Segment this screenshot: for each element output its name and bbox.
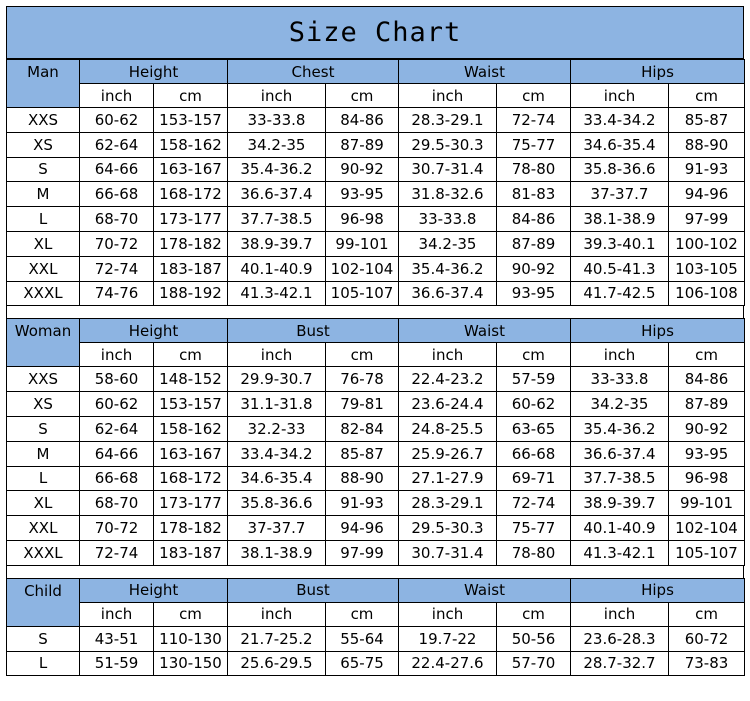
unit-header: cm: [326, 343, 399, 367]
size-value: 31.8-32.6: [399, 182, 497, 207]
size-label: L: [7, 207, 80, 232]
unit-header: inch: [80, 343, 154, 367]
size-value: 72-74: [497, 108, 571, 133]
size-value: 76-78: [326, 367, 399, 392]
size-value: 23.6-28.3: [571, 626, 669, 651]
size-value: 81-83: [497, 182, 571, 207]
size-value: 72-74: [80, 256, 154, 281]
size-table-man: [6, 59, 745, 306]
group-header: Bust: [228, 319, 399, 343]
size-value: 97-99: [669, 207, 745, 232]
size-label: XXXL: [7, 281, 80, 306]
size-value: 35.8-36.6: [571, 157, 669, 182]
unit-row: [7, 84, 745, 108]
size-value: 93-95: [669, 441, 745, 466]
size-value: 34.2-35: [228, 132, 326, 157]
unit-header: cm: [326, 602, 399, 626]
unit-header: cm: [326, 84, 399, 108]
table-row: [7, 256, 745, 281]
size-value: 93-95: [497, 281, 571, 306]
size-value: 75-77: [497, 132, 571, 157]
size-value: 60-62: [80, 108, 154, 133]
group-header: Waist: [399, 578, 571, 602]
size-value: 96-98: [669, 466, 745, 491]
size-value: 62-64: [80, 132, 154, 157]
group-header-row: [7, 578, 745, 602]
unit-header: cm: [154, 343, 228, 367]
size-value: 33.4-34.2: [228, 441, 326, 466]
size-value: 68-70: [80, 491, 154, 516]
size-value: 33-33.8: [399, 207, 497, 232]
size-value: 158-162: [154, 132, 228, 157]
group-header: Waist: [399, 60, 571, 84]
unit-header: cm: [497, 602, 571, 626]
table-row: [7, 281, 745, 306]
size-value: 37.7-38.5: [571, 466, 669, 491]
size-label: L: [7, 466, 80, 491]
table-row: [7, 231, 745, 256]
size-value: 88-90: [669, 132, 745, 157]
size-label: S: [7, 416, 80, 441]
size-value: 188-192: [154, 281, 228, 306]
size-value: 82-84: [326, 416, 399, 441]
size-value: 84-86: [326, 108, 399, 133]
size-value: 41.3-42.1: [228, 281, 326, 306]
size-value: 183-187: [154, 540, 228, 565]
size-value: 58-60: [80, 367, 154, 392]
size-value: 35.4-36.2: [399, 256, 497, 281]
table-row: [7, 367, 745, 392]
size-value: 84-86: [669, 367, 745, 392]
size-value: 35.8-36.6: [228, 491, 326, 516]
table-row: [7, 516, 745, 541]
unit-header: cm: [669, 84, 745, 108]
size-value: 91-93: [669, 157, 745, 182]
size-value: 55-64: [326, 626, 399, 651]
size-value: 21.7-25.2: [228, 626, 326, 651]
size-value: 25.6-29.5: [228, 651, 326, 676]
table-row: [7, 132, 745, 157]
size-value: 90-92: [669, 416, 745, 441]
size-value: 85-87: [326, 441, 399, 466]
size-value: 69-71: [497, 466, 571, 491]
size-value: 23.6-24.4: [399, 392, 497, 417]
size-label: XL: [7, 491, 80, 516]
size-value: 102-104: [669, 516, 745, 541]
size-value: 64-66: [80, 441, 154, 466]
size-value: 43-51: [80, 626, 154, 651]
size-label: XXS: [7, 367, 80, 392]
unit-header: cm: [154, 84, 228, 108]
size-value: 103-105: [669, 256, 745, 281]
size-value: 60-62: [497, 392, 571, 417]
size-value: 41.7-42.5: [571, 281, 669, 306]
unit-row: [7, 343, 745, 367]
size-value: 105-107: [669, 540, 745, 565]
unit-header: inch: [399, 343, 497, 367]
size-label: XXS: [7, 108, 80, 133]
size-value: 30.7-31.4: [399, 157, 497, 182]
section-spacer: [6, 306, 744, 318]
size-value: 130-150: [154, 651, 228, 676]
size-value: 62-64: [80, 416, 154, 441]
size-value: 34.6-35.4: [571, 132, 669, 157]
size-value: 25.9-26.7: [399, 441, 497, 466]
size-value: 70-72: [80, 516, 154, 541]
table-row: [7, 108, 745, 133]
size-value: 91-93: [326, 491, 399, 516]
table-row: [7, 540, 745, 565]
table-row: [7, 626, 745, 651]
unit-header: inch: [80, 84, 154, 108]
table-row: [7, 466, 745, 491]
unit-header: inch: [228, 343, 326, 367]
size-value: 173-177: [154, 491, 228, 516]
unit-header: inch: [399, 602, 497, 626]
size-label: S: [7, 157, 80, 182]
size-value: 110-130: [154, 626, 228, 651]
size-value: 33-33.8: [571, 367, 669, 392]
size-label: XXXL: [7, 540, 80, 565]
unit-header: inch: [228, 84, 326, 108]
size-value: 40.1-40.9: [571, 516, 669, 541]
size-value: 163-167: [154, 157, 228, 182]
size-value: 40.1-40.9: [228, 256, 326, 281]
size-value: 78-80: [497, 157, 571, 182]
size-value: 38.9-39.7: [571, 491, 669, 516]
size-table-child: [6, 578, 745, 677]
group-header-row: [7, 319, 745, 343]
size-value: 66-68: [497, 441, 571, 466]
size-label: XS: [7, 392, 80, 417]
size-value: 90-92: [326, 157, 399, 182]
size-value: 72-74: [497, 491, 571, 516]
size-value: 64-66: [80, 157, 154, 182]
size-value: 38.1-38.9: [228, 540, 326, 565]
size-value: 40.5-41.3: [571, 256, 669, 281]
size-table-woman: [6, 318, 745, 565]
group-header: Height: [80, 578, 228, 602]
size-value: 153-157: [154, 108, 228, 133]
size-value: 29.5-30.3: [399, 132, 497, 157]
size-value: 168-172: [154, 182, 228, 207]
table-row: [7, 207, 745, 232]
size-value: 87-89: [669, 392, 745, 417]
page-title: Size Chart: [6, 6, 744, 59]
size-chart: [6, 6, 744, 676]
size-value: 33.4-34.2: [571, 108, 669, 133]
size-value: 51-59: [80, 651, 154, 676]
size-value: 99-101: [669, 491, 745, 516]
unit-header: cm: [669, 602, 745, 626]
size-value: 28.7-32.7: [571, 651, 669, 676]
size-value: 57-59: [497, 367, 571, 392]
size-label: XXL: [7, 516, 80, 541]
size-value: 37-37.7: [228, 516, 326, 541]
group-header: Chest: [228, 60, 399, 84]
size-value: 66-68: [80, 182, 154, 207]
table-row: [7, 491, 745, 516]
unit-header: inch: [80, 602, 154, 626]
size-label: XS: [7, 132, 80, 157]
unit-header: cm: [497, 343, 571, 367]
section-label: Woman: [7, 319, 80, 367]
group-header: Height: [80, 60, 228, 84]
size-value: 35.4-36.2: [228, 157, 326, 182]
unit-header: cm: [669, 343, 745, 367]
size-label: XL: [7, 231, 80, 256]
size-value: 73-83: [669, 651, 745, 676]
size-value: 32.2-33: [228, 416, 326, 441]
size-label: M: [7, 441, 80, 466]
size-value: 22.4-23.2: [399, 367, 497, 392]
size-value: 31.1-31.8: [228, 392, 326, 417]
size-value: 38.1-38.9: [571, 207, 669, 232]
unit-header: cm: [497, 84, 571, 108]
unit-header: cm: [154, 602, 228, 626]
size-value: 36.6-37.4: [399, 281, 497, 306]
size-value: 153-157: [154, 392, 228, 417]
size-value: 87-89: [326, 132, 399, 157]
size-value: 41.3-42.1: [571, 540, 669, 565]
size-value: 65-75: [326, 651, 399, 676]
table-row: [7, 416, 745, 441]
unit-header: inch: [571, 84, 669, 108]
size-value: 29.9-30.7: [228, 367, 326, 392]
size-value: 74-76: [80, 281, 154, 306]
size-value: 168-172: [154, 466, 228, 491]
size-value: 33-33.8: [228, 108, 326, 133]
group-header: Hips: [571, 319, 745, 343]
size-value: 37.7-38.5: [228, 207, 326, 232]
size-value: 27.1-27.9: [399, 466, 497, 491]
size-value: 78-80: [497, 540, 571, 565]
size-value: 35.4-36.2: [571, 416, 669, 441]
group-header: Waist: [399, 319, 571, 343]
table-row: [7, 392, 745, 417]
section-label: Man: [7, 60, 80, 108]
size-value: 63-65: [497, 416, 571, 441]
size-value: 96-98: [326, 207, 399, 232]
size-value: 94-96: [326, 516, 399, 541]
group-header: Hips: [571, 60, 745, 84]
size-value: 75-77: [497, 516, 571, 541]
size-value: 57-70: [497, 651, 571, 676]
size-value: 34.2-35: [571, 392, 669, 417]
section-spacer: [6, 566, 744, 578]
size-value: 50-56: [497, 626, 571, 651]
size-value: 85-87: [669, 108, 745, 133]
size-label: L: [7, 651, 80, 676]
size-value: 178-182: [154, 516, 228, 541]
size-value: 88-90: [326, 466, 399, 491]
size-value: 94-96: [669, 182, 745, 207]
size-value: 28.3-29.1: [399, 491, 497, 516]
size-value: 87-89: [497, 231, 571, 256]
size-value: 29.5-30.3: [399, 516, 497, 541]
size-value: 79-81: [326, 392, 399, 417]
size-value: 66-68: [80, 466, 154, 491]
table-row: [7, 182, 745, 207]
size-value: 163-167: [154, 441, 228, 466]
size-tables: [6, 59, 744, 676]
size-value: 99-101: [326, 231, 399, 256]
size-label: XXL: [7, 256, 80, 281]
size-value: 100-102: [669, 231, 745, 256]
size-value: 102-104: [326, 256, 399, 281]
size-value: 19.7-22: [399, 626, 497, 651]
size-value: 28.3-29.1: [399, 108, 497, 133]
size-value: 39.3-40.1: [571, 231, 669, 256]
unit-header: inch: [571, 343, 669, 367]
size-value: 93-95: [326, 182, 399, 207]
unit-header: inch: [399, 84, 497, 108]
section-label: Child: [7, 578, 80, 626]
size-value: 90-92: [497, 256, 571, 281]
table-row: [7, 157, 745, 182]
size-value: 34.2-35: [399, 231, 497, 256]
size-value: 37-37.7: [571, 182, 669, 207]
size-value: 22.4-27.6: [399, 651, 497, 676]
size-value: 158-162: [154, 416, 228, 441]
size-label: S: [7, 626, 80, 651]
size-value: 173-177: [154, 207, 228, 232]
size-value: 36.6-37.4: [228, 182, 326, 207]
group-header-row: [7, 60, 745, 84]
size-value: 24.8-25.5: [399, 416, 497, 441]
size-value: 106-108: [669, 281, 745, 306]
unit-row: [7, 602, 745, 626]
table-row: [7, 651, 745, 676]
size-value: 34.6-35.4: [228, 466, 326, 491]
size-value: 30.7-31.4: [399, 540, 497, 565]
size-value: 84-86: [497, 207, 571, 232]
size-value: 68-70: [80, 207, 154, 232]
group-header: Hips: [571, 578, 745, 602]
size-value: 148-152: [154, 367, 228, 392]
group-header: Bust: [228, 578, 399, 602]
unit-header: inch: [228, 602, 326, 626]
size-value: 36.6-37.4: [571, 441, 669, 466]
size-value: 97-99: [326, 540, 399, 565]
size-value: 183-187: [154, 256, 228, 281]
size-value: 60-62: [80, 392, 154, 417]
unit-header: inch: [571, 602, 669, 626]
size-value: 105-107: [326, 281, 399, 306]
size-value: 38.9-39.7: [228, 231, 326, 256]
table-row: [7, 441, 745, 466]
size-value: 178-182: [154, 231, 228, 256]
size-label: M: [7, 182, 80, 207]
size-value: 72-74: [80, 540, 154, 565]
size-value: 70-72: [80, 231, 154, 256]
size-value: 60-72: [669, 626, 745, 651]
group-header: Height: [80, 319, 228, 343]
